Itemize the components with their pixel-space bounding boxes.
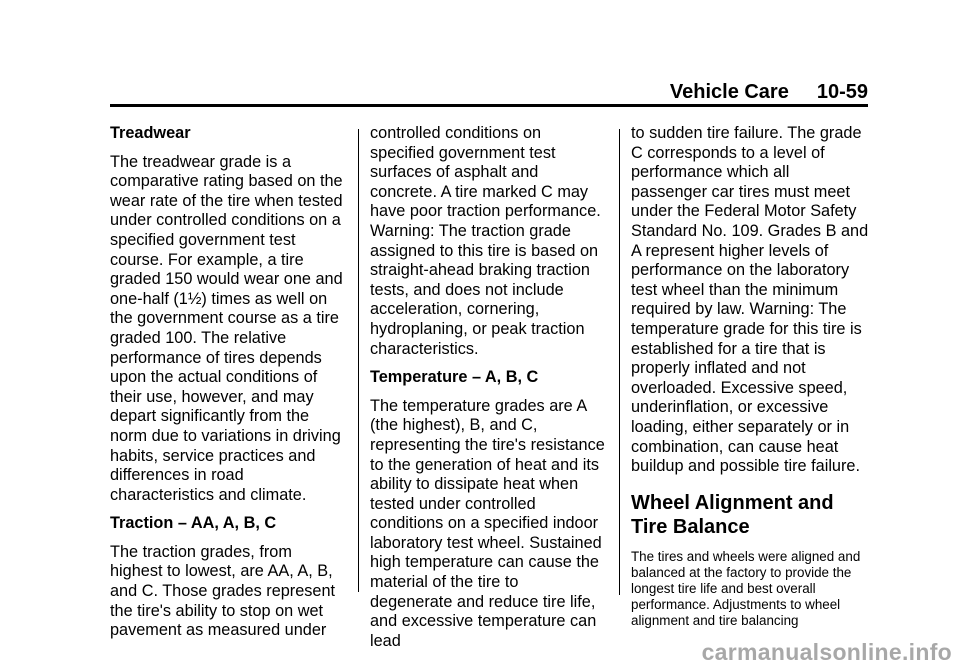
paragraph-traction-cont: controlled conditions on specified government test surfaces of asphalt and concrete. A tire marked C may have poor traction performance. Warning: The traction grade assigned to this tire is based on straight-ahead braking traction tests, and does not include acceleration, cornering, hydroplaning, or peak traction characteristics. <box>370 124 601 358</box>
column-2 <box>370 124 605 660</box>
paragraph-temperature: The temperature grades are A (the highest), B, and C, representing the tire's resistance to the generation of heat and its ability to dissipate heat when tested under controlled conditions on a specified indoor laboratory test wheel. Sustained high temperature can cause the material of the tire to degenerate and reduce tire life, and excessive temperature can lead <box>370 396 605 650</box>
running-header <box>670 80 868 104</box>
column-3 <box>631 124 869 638</box>
column-1 <box>110 124 346 650</box>
column-divider-1 <box>358 129 359 592</box>
header-rule <box>110 104 868 107</box>
paragraph-temperature-cont: to sudden tire failure. The grade C corresponds to a level of performance which all passenger car tires must meet under the Federal Motor Safety Standard No. 109. Grades B and A represent higher levels of performance on the laboratory test wheel than the minimum required by law. Warning: The temperature grade for this tire is established for a tire that is properly inflated and not overloaded. Excessive speed, underinflation, or excessive loading, either separately or in combination, can cause heat buildup and possible tire failure. <box>631 124 869 476</box>
paragraph-traction: The traction grades, from highest to lowest, are AA, A, B, and C. Those grades represent the tire's ability to stop on wet pavement as measured under <box>110 542 336 640</box>
header-page-number: 10-59 <box>816 81 868 103</box>
header-section-title: Vehicle Care <box>669 81 789 103</box>
watermark: carmanualsonline.info <box>701 639 952 665</box>
heading-temperature: Temperature – A, B, C <box>370 368 539 387</box>
paragraph-treadwear: The treadwear grade is a comparative rating based on the wear rate of the tire when tested under controlled conditions on a specified government test course. For example, a tire graded 150 would wear one and one-half (1½) times as well on the government course as a tire graded 100. The relative performance of tires depends upon the actual conditions of their use, however, and may depart significantly from the norm due to variations in driving habits, service practices and differences in road characteristics and climate. <box>110 152 343 504</box>
column-divider-2 <box>619 129 620 595</box>
heading-treadwear: Treadwear <box>110 124 191 142</box>
paragraph-wheel-alignment: The tires and wheels were aligned and balanced at the factory to provide the longest tire life and best overall performance. Adjustments to wheel alignment and tire balancing <box>631 548 861 628</box>
heading-traction: Traction – AA, A, B, C <box>110 514 277 533</box>
section-title-wheel-alignment: Wheel Alignment and Tire Balance <box>631 491 834 538</box>
